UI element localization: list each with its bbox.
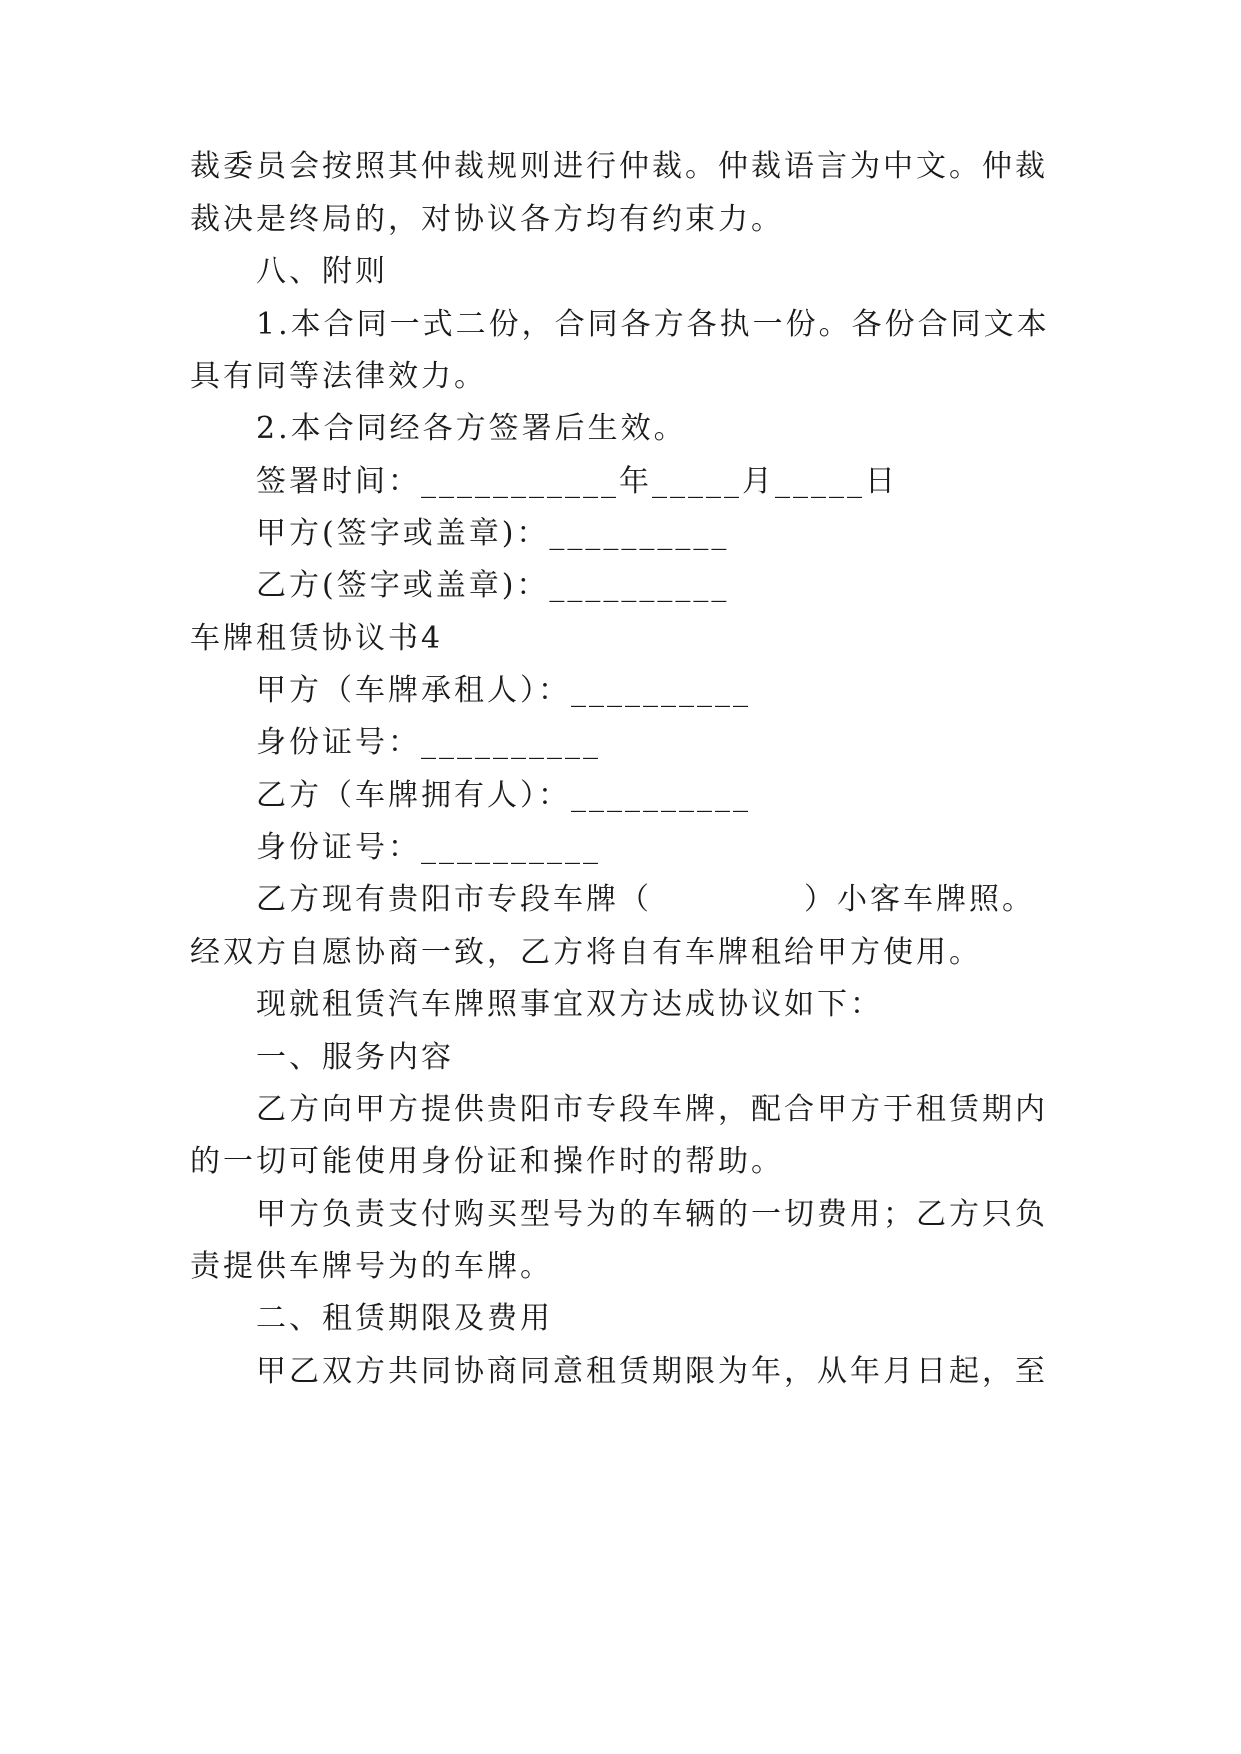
section-heading: 二、租赁期限及费用	[256, 1301, 553, 1336]
plate-intro-text: 乙方现有贵阳市专段车牌（	[256, 882, 652, 917]
paragraph-line: 2.本合同经各方签署后生效。	[256, 411, 687, 446]
section-heading: 一、服务内容	[256, 1040, 454, 1075]
paragraph-line: 责提供车牌号为的车牌。	[190, 1249, 553, 1284]
paragraph-line: 的一切可能使用身份证和操作时的帮助。	[190, 1144, 784, 1179]
paragraph-line: 甲乙双方共同协商同意租赁期限为年，从年月日起，至	[256, 1354, 1048, 1389]
plate-type-text: ）小客车牌照。	[804, 882, 1035, 917]
paragraph-line: 经双方自愿协商一致，乙方将自有车牌租给甲方使用。	[190, 935, 982, 970]
party-b-signature-line: 乙方(签字或盖章)：__________	[256, 568, 730, 603]
paragraph-line: 乙方向甲方提供贵阳市专段车牌，配合甲方于租赁期内	[256, 1092, 1048, 1127]
party-a-signature-line: 甲方(签字或盖章)：__________	[256, 516, 730, 551]
party-a-id-line: 身份证号：__________	[256, 725, 601, 760]
paragraph-line: 现就租赁汽车牌照事宜双方达成协议如下：	[256, 987, 883, 1022]
section-heading: 八、附则	[256, 254, 388, 289]
paragraph-line: 1.本合同一式二份，合同各方各执一份。各份合同文本	[256, 307, 1050, 342]
signature-date-line: 签署时间：___________年_____月_____日	[256, 464, 898, 499]
paragraph-line: 裁委员会按照其仲裁规则进行仲裁。仲裁语言为中文。仲裁	[190, 149, 1048, 184]
paragraph-line: 裁决是终局的，对协议各方均有约束力。	[190, 202, 784, 237]
document-title: 车牌租赁协议书4	[190, 621, 444, 656]
paragraph-line	[256, 880, 1076, 920]
party-b-line: 乙方（车牌拥有人）：__________	[256, 778, 751, 813]
paragraph-line: 具有同等法律效力。	[190, 359, 487, 394]
paragraph-line: 甲方负责支付购买型号为的车辆的一切费用；乙方只负	[256, 1197, 1048, 1232]
party-b-id-line: 身份证号：__________	[256, 830, 601, 865]
party-a-line: 甲方（车牌承租人）：__________	[256, 673, 751, 708]
